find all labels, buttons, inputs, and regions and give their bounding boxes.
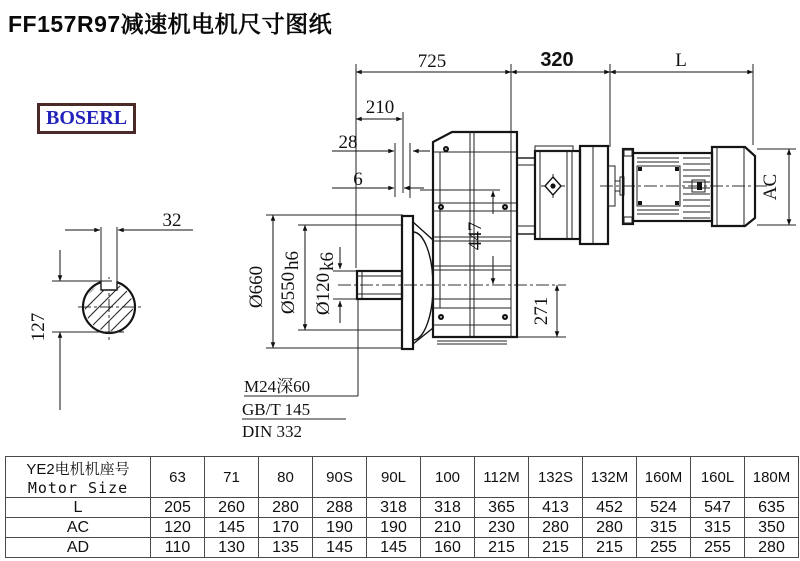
table-cell: 318 <box>367 498 421 518</box>
table-row-AD <box>6 538 799 558</box>
dim-label-660: Ø660 <box>246 265 267 309</box>
dim-label-AC: AC <box>760 173 781 201</box>
table-cell: 280 <box>583 518 637 538</box>
table-cell: 205 <box>151 498 205 518</box>
table-cell: 315 <box>691 518 745 538</box>
dim-label-550 <box>278 251 303 314</box>
table-cell: 130 <box>205 538 259 558</box>
dim-label-120-main: Ø120 <box>313 272 334 316</box>
table-cell: 215 <box>475 538 529 558</box>
dim-label-120 <box>313 252 338 315</box>
table-cell: 260 <box>205 498 259 518</box>
page-title: FF157R97减速机电机尺寸图纸 <box>8 11 333 37</box>
table-cell: 315 <box>637 518 691 538</box>
note-thread: M24深60 <box>244 377 311 396</box>
table-header-cn: YE2电机机座号 <box>26 460 130 478</box>
table-cell: 255 <box>637 538 691 558</box>
table-header-row <box>6 457 799 498</box>
col-header: 180M <box>745 457 799 498</box>
table-cell: 288 <box>313 498 367 518</box>
col-header: 71 <box>205 457 259 498</box>
row-label: L <box>6 498 151 518</box>
table-cell: 413 <box>529 498 583 518</box>
eye-bolt-icon <box>541 174 565 198</box>
table-cell: 210 <box>421 518 475 538</box>
note-gbt: GB/T 145 <box>242 400 311 419</box>
dim-label-127: 127 <box>28 312 49 342</box>
dimension-lines <box>60 72 789 419</box>
dimension-labels <box>28 49 781 441</box>
table-cell: 365 <box>475 498 529 518</box>
dim-label-L: L <box>675 50 687 71</box>
col-header: 112M <box>475 457 529 498</box>
col-header: 90L <box>367 457 421 498</box>
table-cell: 452 <box>583 498 637 518</box>
table-cell: 280 <box>259 498 313 518</box>
table-cell: 230 <box>475 518 529 538</box>
dim-label-550-main: Ø550 <box>278 271 299 315</box>
table-cell: 547 <box>691 498 745 518</box>
row-label: AC <box>6 518 151 538</box>
col-header: 132S <box>529 457 583 498</box>
dim-label-271: 271 <box>531 296 552 326</box>
table-cell: 145 <box>367 538 421 558</box>
table-cell: 160 <box>421 538 475 558</box>
row-label: AD <box>6 538 151 558</box>
table-cell: 318 <box>421 498 475 518</box>
table-cell: 170 <box>259 518 313 538</box>
table-row-AC <box>6 518 799 538</box>
table-cell: 145 <box>205 518 259 538</box>
brand-logo: BOSERL <box>37 103 136 134</box>
dim-label-28: 28 <box>338 132 358 153</box>
col-header: 100 <box>421 457 475 498</box>
col-header: 160L <box>691 457 745 498</box>
table-cell: 110 <box>151 538 205 558</box>
table-cell: 350 <box>745 518 799 538</box>
col-header: 160M <box>637 457 691 498</box>
table-cell: 635 <box>745 498 799 518</box>
table-cell: 524 <box>637 498 691 518</box>
dim-label-120-tol: k6 <box>317 252 338 271</box>
table-cell: 135 <box>259 538 313 558</box>
col-header: 63 <box>151 457 205 498</box>
dim-label-550-tol: h6 <box>282 251 303 270</box>
table-cell: 120 <box>151 518 205 538</box>
table-header-motor-size <box>6 457 151 498</box>
table-cell: 145 <box>313 538 367 558</box>
table-cell: 280 <box>529 518 583 538</box>
motor-size-table <box>5 456 799 558</box>
dim-label-210: 210 <box>365 97 395 118</box>
dim-label-447: 447 <box>465 221 486 251</box>
helical-input-stage <box>517 146 624 244</box>
note-din: DIN 332 <box>242 422 302 441</box>
dim-label-725: 725 <box>417 51 447 72</box>
table-cell: 190 <box>313 518 367 538</box>
table-cell: 215 <box>583 538 637 558</box>
table-row-L <box>6 498 799 518</box>
dim-label-6: 6 <box>353 169 363 190</box>
dim-label-32: 32 <box>162 210 182 231</box>
table-header-en: Motor Size <box>27 478 129 497</box>
table-cell: 190 <box>367 518 421 538</box>
table-cell: 280 <box>745 538 799 558</box>
table-cell: 215 <box>529 538 583 558</box>
dim-label-320: 320 <box>540 49 574 71</box>
col-header: 132M <box>583 457 637 498</box>
table-cell: 255 <box>691 538 745 558</box>
output-flange <box>402 216 433 349</box>
col-header: 90S <box>313 457 367 498</box>
col-header: 80 <box>259 457 313 498</box>
